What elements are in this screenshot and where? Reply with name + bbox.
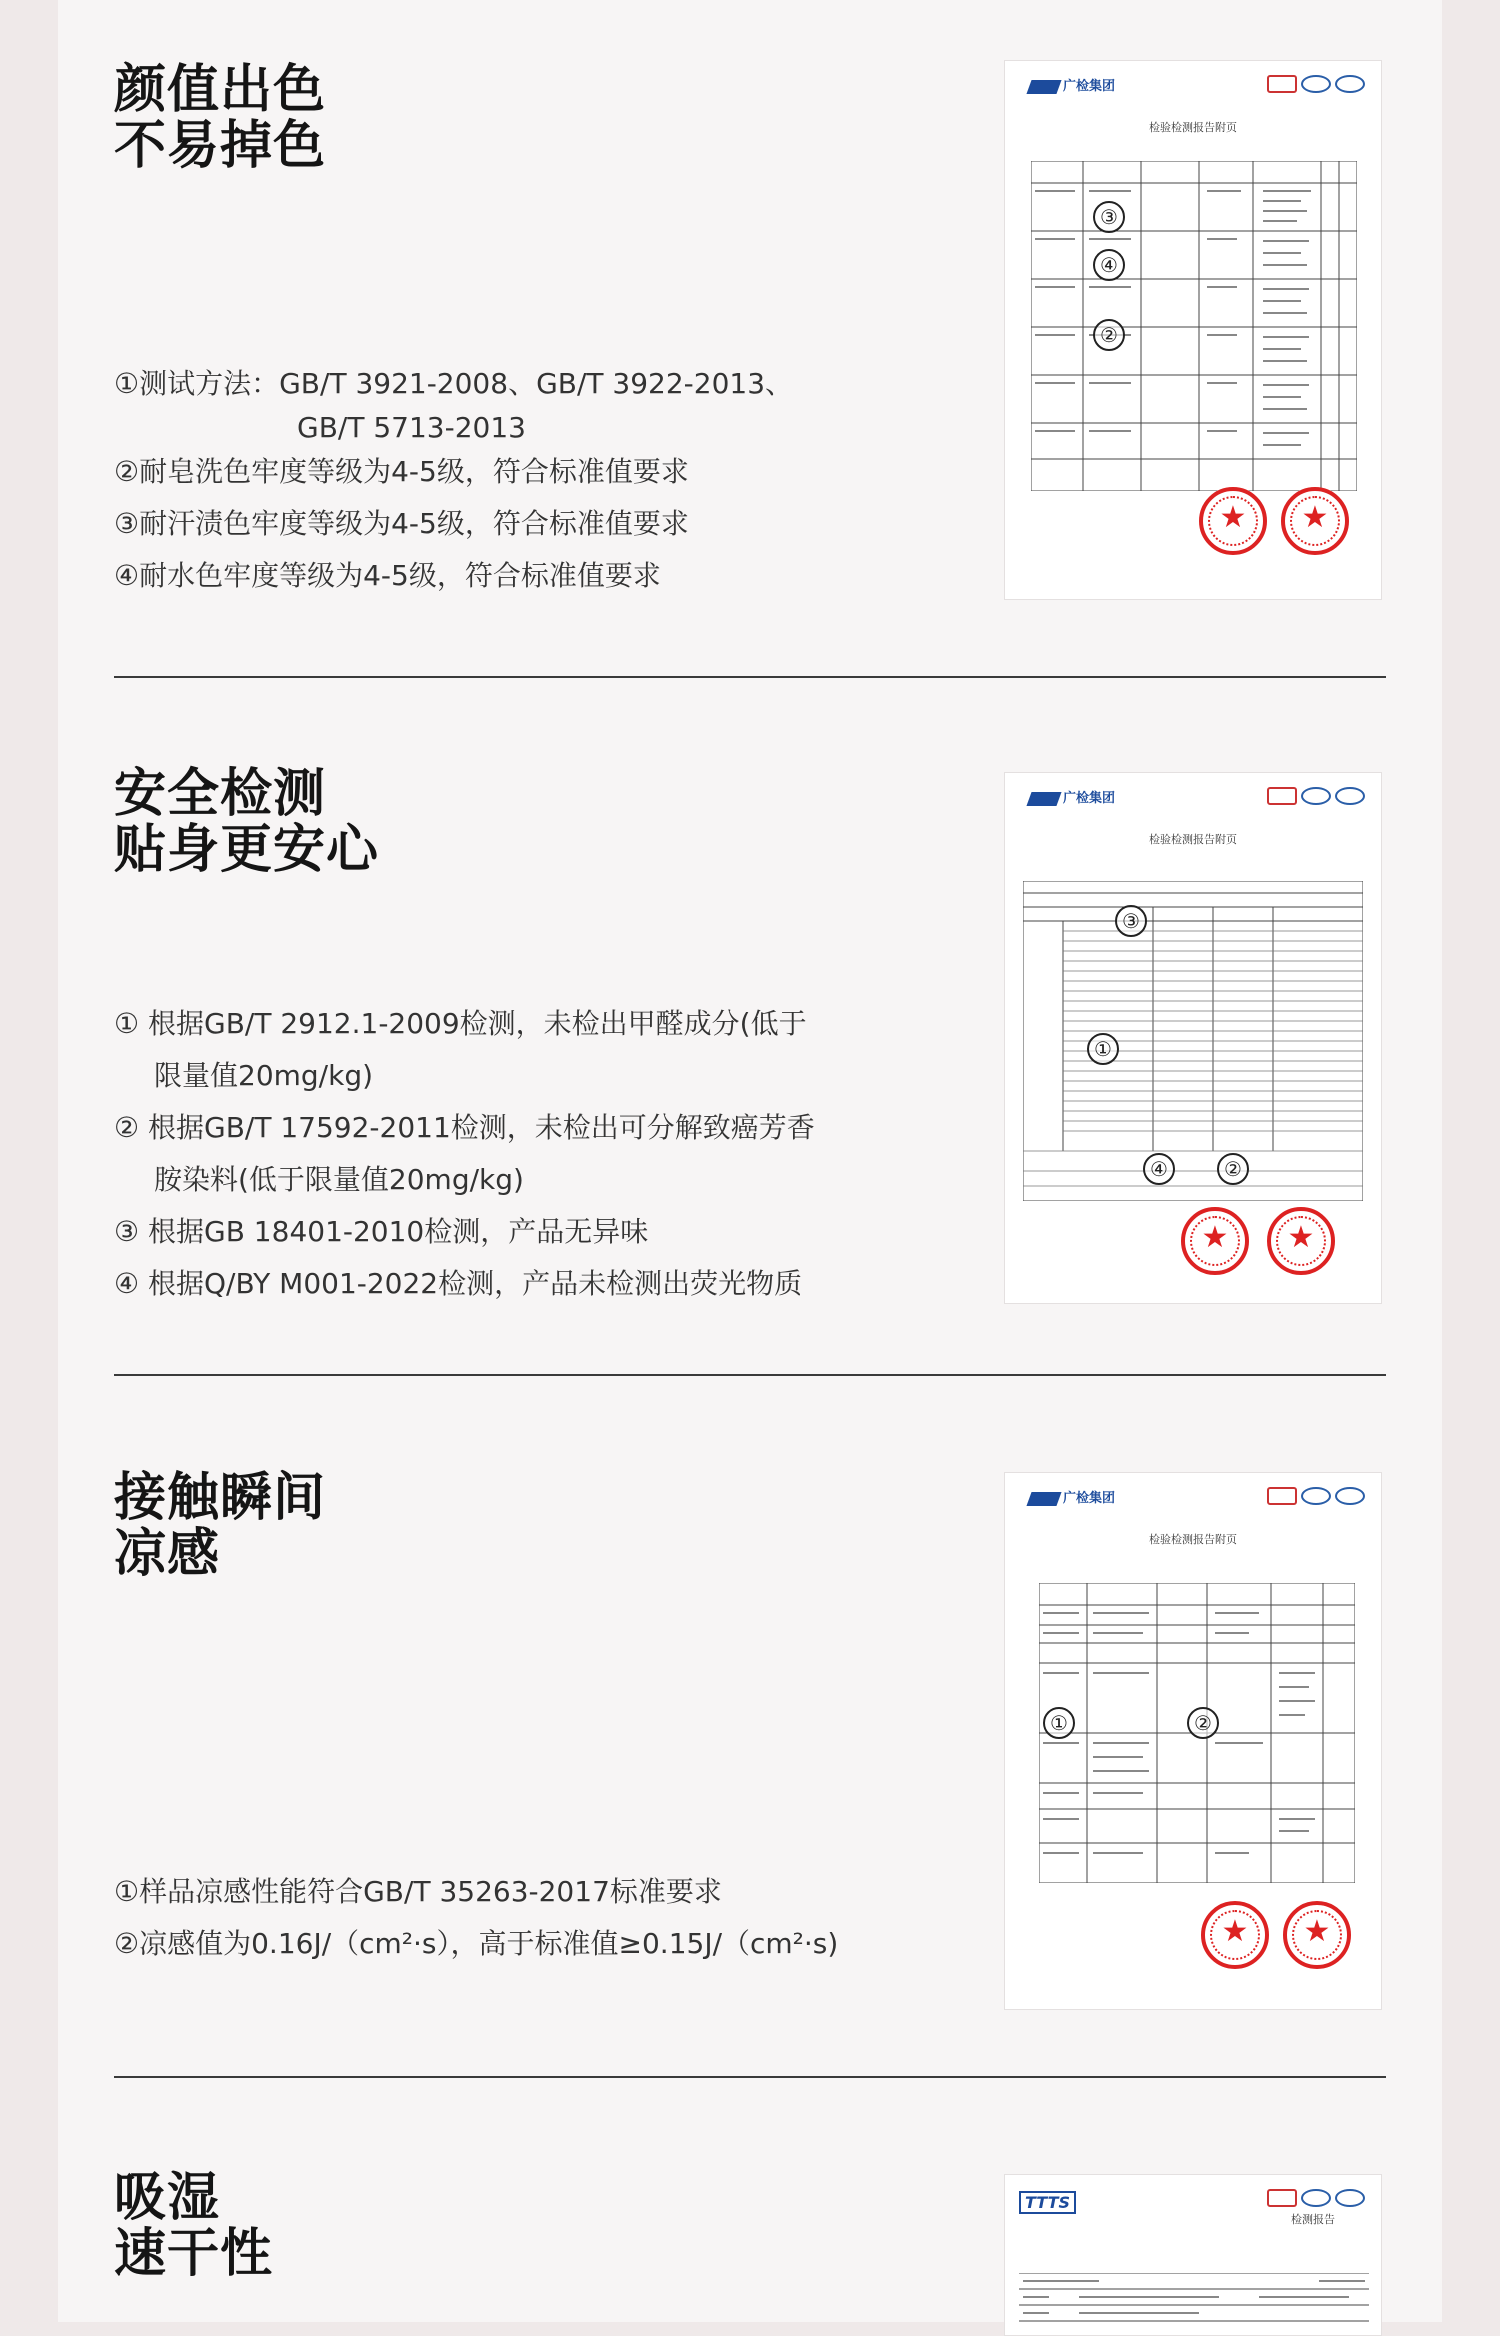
marker-2: ②: [1217, 1153, 1249, 1185]
marker-2: ②: [1187, 1707, 1219, 1739]
section-title: [114, 2170, 273, 2282]
ilac-icon: [1301, 2189, 1331, 2207]
cma-icon: [1267, 787, 1297, 805]
section-divider: [114, 1374, 1386, 1376]
section-title-line-2: 不易掉色: [114, 116, 327, 176]
cnas-icon: [1335, 2189, 1365, 2207]
cma-icon: [1267, 2189, 1297, 2207]
cma-icon: [1267, 75, 1297, 93]
section-title: [114, 62, 326, 174]
marker-1: ①: [1043, 1707, 1075, 1739]
gttc-logo-icon: [1026, 792, 1061, 806]
section-color-fastness: [58, 0, 1442, 680]
section-divider: [114, 2076, 1386, 2078]
red-seal-icon: [1181, 1207, 1249, 1275]
ilac-icon: [1301, 1487, 1331, 1505]
section-divider: [114, 676, 1386, 678]
note-line: ②凉感值为0.16J/（cm²·s），高于标准值≥0.15J/（cm²·s): [114, 1927, 839, 1960]
note-line: GB/T 5713-2013: [297, 411, 526, 444]
note-line: 胺染料(低于限量值20mg/kg): [154, 1163, 524, 1196]
section-notes: [114, 1866, 838, 1970]
red-seal-icon: [1201, 1901, 1269, 1969]
marker-1: ①: [1087, 1033, 1119, 1065]
red-seal-icon: [1281, 487, 1349, 555]
cnas-icon: [1335, 1487, 1365, 1505]
section-title: [114, 1470, 326, 1582]
gttc-logo-icon: [1026, 1492, 1061, 1506]
page-panel: [58, 0, 1442, 2322]
report-logo: 广检集团: [1029, 75, 1115, 94]
section-title-line-2: 贴身更安心: [114, 820, 380, 880]
note-line: ② 根据GB/T 17592-2011检测，未检出可分解致癌芳香: [114, 1111, 815, 1144]
report-heading: 检验检测报告附页: [1149, 833, 1237, 846]
red-seal-icon: [1199, 487, 1267, 555]
note-line: ④耐水色牢度等级为4-5级，符合标准值要求: [114, 559, 661, 592]
accreditation-marks: [1263, 2189, 1365, 2211]
section-title-line-1: 安全检测: [114, 764, 327, 824]
ilac-icon: [1301, 787, 1331, 805]
cnas-icon: [1335, 75, 1365, 93]
section-title-line-2: 凉感: [114, 1524, 221, 1584]
marker-4: ④: [1143, 1153, 1175, 1185]
gttc-logo-icon: [1026, 80, 1061, 94]
note-line: ①样品凉感性能符合GB/T 35263-2017标准要求: [114, 1875, 722, 1908]
note-line: ②耐皂洗色牢度等级为4-5级，符合标准值要求: [114, 455, 689, 488]
section-title-line-1: 吸湿: [114, 2168, 221, 2228]
note-line: 限量值20mg/kg): [154, 1059, 374, 1092]
cnas-icon: [1335, 787, 1365, 805]
marker-3: ③: [1115, 905, 1147, 937]
report-heading: 检验检测报告附页: [1149, 121, 1237, 134]
test-report-image: [1004, 2174, 1382, 2336]
report-heading: 检验检测报告附页: [1149, 1533, 1237, 1546]
marker-2: ②: [1093, 319, 1125, 351]
section-notes: [114, 998, 815, 1310]
marker-3: ③: [1093, 201, 1125, 233]
note-line: ③耐汗渍色牢度等级为4-5级，符合标准值要求: [114, 507, 689, 540]
report-logo: 广检集团: [1029, 787, 1115, 806]
report-table: [1019, 2273, 1369, 2336]
report-logo: TTTS: [1019, 2191, 1076, 2214]
report-heading: 检测报告: [1291, 2213, 1335, 2226]
section-moisture: [58, 2100, 1442, 2322]
section-notes: [114, 358, 793, 602]
cma-icon: [1267, 1487, 1297, 1505]
report-logo: 广检集团: [1029, 1487, 1115, 1506]
section-title-line-1: 颜值出色: [114, 60, 327, 120]
test-report-image: [1004, 60, 1382, 600]
accreditation-marks: [1263, 1487, 1365, 1509]
note-line: ①测试方法：GB/T 3921-2008、GB/T 3922-2013、: [114, 367, 794, 400]
note-line: ④ 根据Q/BY M001-2022检测，产品未检测出荧光物质: [114, 1267, 803, 1300]
section-title-line-2: 速干性: [114, 2224, 274, 2284]
section-title-line-1: 接触瞬间: [114, 1468, 327, 1528]
test-report-image: [1004, 772, 1382, 1304]
section-safety: [58, 700, 1442, 1390]
note-line: ① 根据GB/T 2912.1-2009检测，未检出甲醛成分(低于: [114, 1007, 807, 1040]
test-report-image: [1004, 1472, 1382, 2010]
report-table: [1031, 161, 1357, 491]
red-seal-icon: [1283, 1901, 1351, 1969]
marker-4: ④: [1093, 249, 1125, 281]
accreditation-marks: [1263, 75, 1365, 97]
section-title: [114, 766, 379, 878]
section-cooling: [58, 1400, 1442, 2090]
report-table: [1023, 881, 1363, 1201]
note-line: ③ 根据GB 18401-2010检测，产品无异味: [114, 1215, 649, 1248]
ilac-icon: [1301, 75, 1331, 93]
accreditation-marks: [1263, 787, 1365, 809]
red-seal-icon: [1267, 1207, 1335, 1275]
